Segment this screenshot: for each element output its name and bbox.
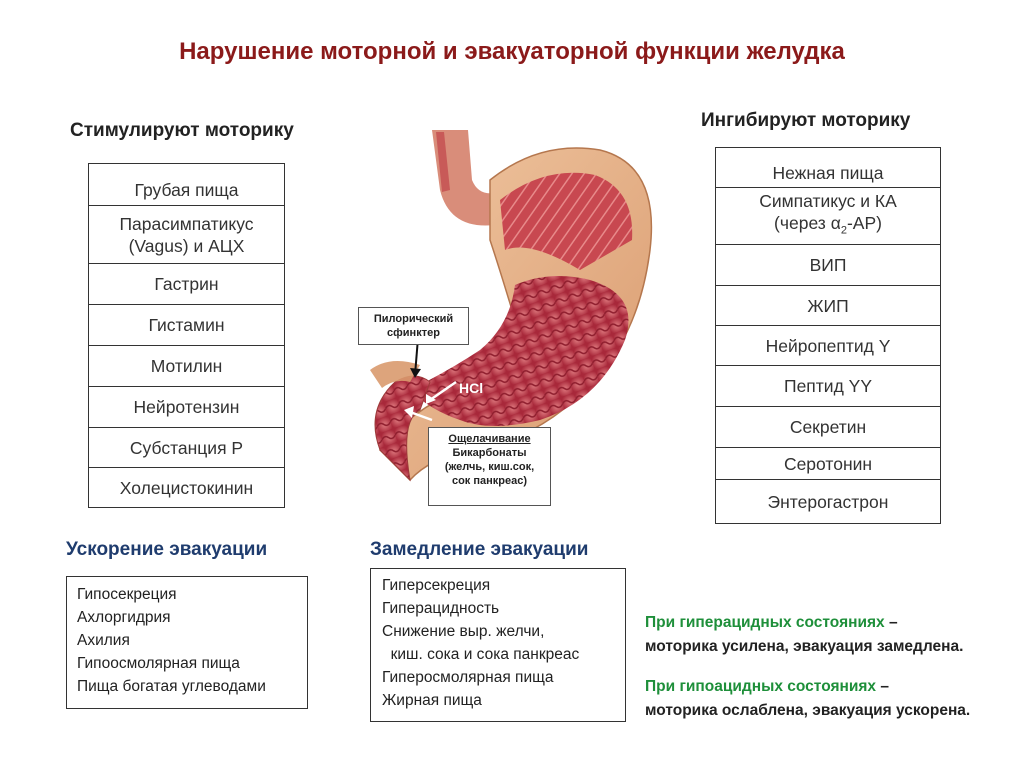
deceleration-item: Снижение выр. желчи, (382, 623, 545, 640)
stimulate-item: Грубая пища (89, 164, 285, 206)
deceleration-item: Гиперосмолярная пища (382, 669, 554, 686)
page-title: Нарушение моторной и эвакуаторной функции желудка (179, 38, 845, 65)
deceleration-item: Гиперсекреция (382, 577, 491, 594)
acceleration-box (66, 576, 308, 709)
inhibit-item: Энтерогастрон (716, 480, 941, 524)
inhibit-item: Нейропептид Y (716, 326, 941, 366)
alkalization-label (428, 427, 551, 506)
inhibit-item: Серотонин (716, 448, 941, 480)
inhibit-item: Пептид YY (716, 366, 941, 407)
hcl-label: HCl (459, 380, 484, 396)
pyloric-sphincter-label: Пилорический сфинктер (358, 307, 469, 345)
hyperacid-text: моторика усилена, эвакуация замедлена. (645, 638, 964, 655)
inhibit-item: Симпатикус и КА (через $\alpha_2-АР$) (716, 188, 941, 245)
inhibit-heading: Ингибируют моторику (701, 110, 911, 131)
inhibit-table (715, 147, 941, 524)
acceleration-item: Гипосекреция (77, 586, 177, 603)
acceleration-item: Ахилия (77, 632, 130, 649)
stimulate-heading: Стимулируют моторику (70, 120, 294, 141)
stimulate-table (88, 163, 285, 508)
deceleration-item: Гиперацидность (382, 600, 500, 617)
stomach-mucosa (410, 276, 628, 426)
stimulate-item: Холецистокинин (89, 468, 285, 508)
deceleration-item: киш. сока и сока панкреас (382, 646, 580, 663)
hypoacid-title: При гипоацидных состояниях (645, 678, 877, 695)
inhibit-item: Секретин (716, 407, 941, 448)
stimulate-item: Парасимпатикус (Vagus) и АЦХ (89, 206, 285, 264)
deceleration-box (370, 568, 626, 722)
inhibit-item: ВИП (716, 245, 941, 286)
deceleration-item: Жирная пища (382, 692, 482, 709)
hyperacid-note: При гиперацидных состояниях – моторика усилена, эвакуация замедлена. (645, 612, 1015, 658)
stimulate-item: Гистамин (89, 305, 285, 346)
inhibit-item: Нежная пища (716, 148, 941, 188)
stimulate-item: Нейротензин (89, 387, 285, 428)
acceleration-item: Ахлоргидрия (77, 609, 171, 626)
hypoacid-text: моторика ослаблена, эвакуация ускорена. (645, 702, 971, 719)
alkalization-text: Бикарбонаты (желчь, киш.сок, сок панкреас) (444, 447, 535, 487)
acceleration-item: Пища богатая углеводами (77, 678, 266, 695)
stimulate-item: Мотилин (89, 346, 285, 387)
hyperacid-title: При гиперацидных состояниях (645, 614, 885, 631)
hypoacid-note: При гипоацидных состояниях – моторика ослаблена, эвакуация ускорена. (645, 676, 1015, 722)
alkalization-title: Ощелачивание (448, 433, 531, 445)
inhibit-item: ЖИП (716, 286, 941, 326)
acceleration-item: Гипоосмолярная пища (77, 655, 240, 672)
stimulate-item: Гастрин (89, 264, 285, 305)
deceleration-heading: Замедление эвакуации (370, 539, 589, 560)
acceleration-heading: Ускорение эвакуации (66, 539, 268, 560)
stimulate-item: Субстанция Р (89, 428, 285, 468)
